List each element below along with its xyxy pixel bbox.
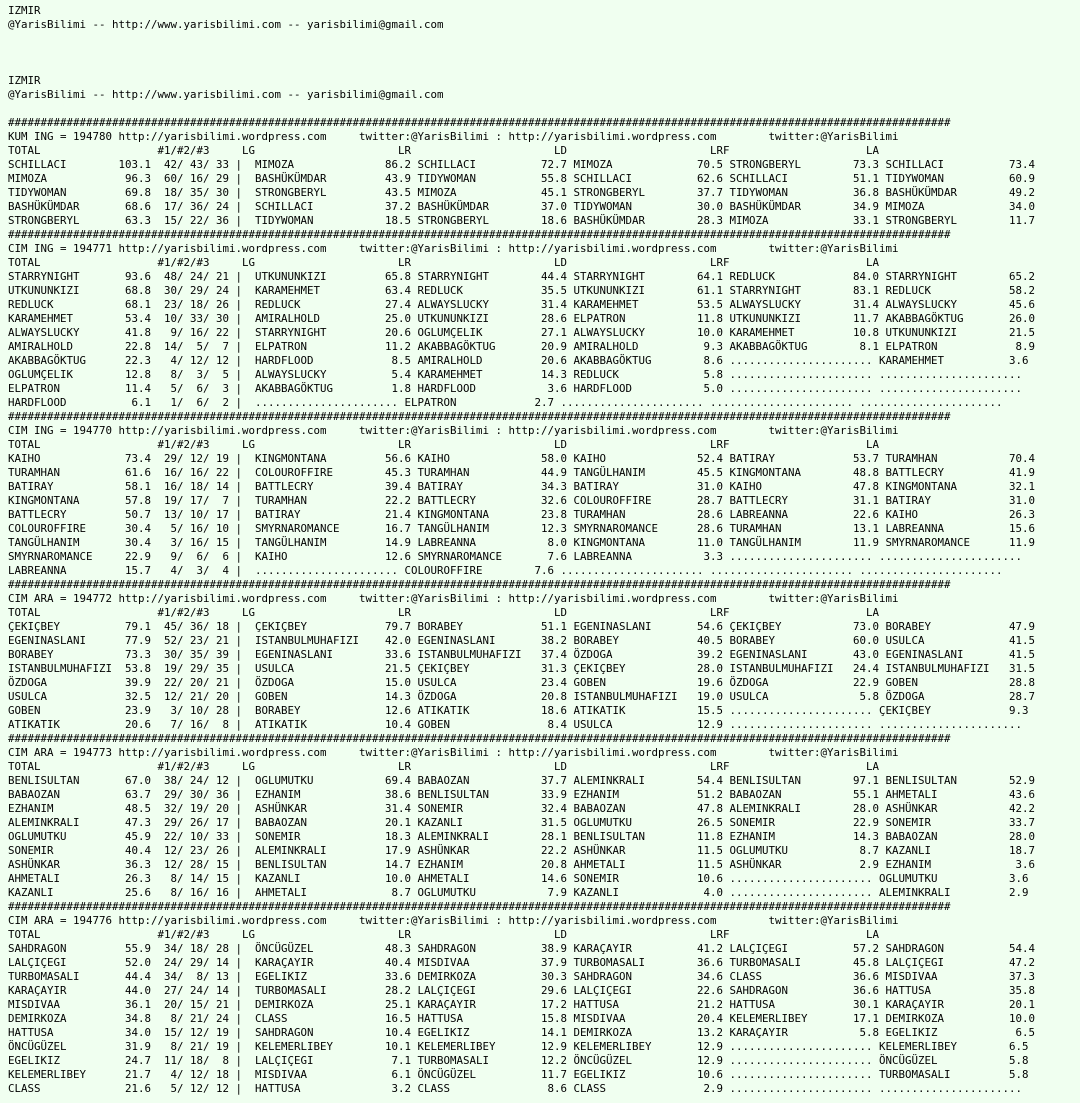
separator-line: ################################################################################################################################################# (8, 228, 951, 241)
table-row: OGLUMÇELIK 12.8 8/ 3/ 5 | ALWAYSLUCKY 5.4 KARAMEHMET 14.3 REDLUCK 5.8 ...................... ...................... (8, 368, 1023, 381)
table-row: AMIRALHOLD 22.8 14/ 5/ 7 | ELPATRON 11.2 AKABBAGÖKTUG 20.9 AMIRALHOLD 9.3 AKABBAGÖKTUG 8.1 ELPATRON 8.9 (8, 340, 1036, 353)
table-row: BABAOZAN 63.7 29/ 30/ 36 | EZHANIM 38.6 BENLISULTAN 33.9 EZHANIM 51.2 BABAOZAN 55.1 AHMETALI 43.6 (8, 788, 1036, 801)
table-row: STRONGBERYL 63.3 15/ 22/ 36 | TIDYWOMAN 18.5 STRONGBERYL 18.6 BASHÜKÜMDAR 28.3 MIMOZA 33.1 STRONGBERYL 11.7 (8, 214, 1036, 227)
table-row: DEMIRKOZA 34.8 8/ 21/ 24 | CLASS 16.5 HATTUSA 15.8 MISDIVAA 20.4 KELEMERLIBEY 17.1 DEMIRKOZA 10.0 (8, 1012, 1036, 1025)
table-row: COLOUROFFIRE 30.4 5/ 16/ 10 | SMYRNAROMANCE 16.7 TANGÜLHANIM 12.3 SMYRNAROMANCE 28.6 TURAMHAN 13.1 LABREANNA 15.6 (8, 522, 1036, 535)
spacer (8, 102, 1078, 116)
table-row: ALWAYSLUCKY 41.8 9/ 16/ 22 | STARRYNIGHT 20.6 OGLUMÇELIK 27.1 ALWAYSLUCKY 10.0 KARAMEHMET 10.8 UTKUNUNKIZI 21.5 (8, 326, 1036, 339)
table-row: SCHILLACI 103.1 42/ 43/ 33 | MIMOZA 86.2 SCHILLACI 72.7 MIMOZA 70.5 STRONGBERYL 73.3 SCHILLACI 73.4 (8, 158, 1036, 171)
table-row: ÖZDOGA 39.9 22/ 20/ 21 | ÖZDOGA 15.0 USULCA 23.4 GOBEN 19.6 ÖZDOGA 22.9 GOBEN 28.8 (8, 676, 1036, 689)
race-section (8, 578, 1078, 732)
header-contact: @YarisBilimi -- http://www.yarisbilimi.com -- yarisbilimi@gmail.com (8, 18, 444, 31)
race-section (8, 732, 1078, 900)
header-city-repeat: IZMIR (8, 74, 41, 87)
table-row: REDLUCK 68.1 23/ 18/ 26 | REDLUCK 27.4 ALWAYSLUCKY 31.4 KARAMEHMET 53.5 ALWAYSLUCKY 31.4 ALWAYSLUCKY 45.6 (8, 298, 1036, 311)
table-row: AKABBAGÖKTUG 22.3 4/ 12/ 12 | HARDFLOOD 8.5 AMIRALHOLD 20.6 AKABBAGÖKTUG 8.6 ...................... KARAMEHMET 3.6 (8, 354, 1029, 367)
table-row: OGLUMUTKU 45.9 22/ 10/ 33 | SONEMIR 18.3 ALEMINKRALI 28.1 BENLISULTAN 11.8 EZHANIM 14.3 BABAOZAN 28.0 (8, 830, 1036, 843)
table-header-row: TOTAL #1/#2/#3 LG LR LD LRF LA (8, 144, 880, 157)
header-contact-repeat: @YarisBilimi -- http://www.yarisbilimi.com -- yarisbilimi@gmail.com (8, 88, 444, 101)
table-row: MIMOZA 96.3 60/ 16/ 29 | BASHÜKÜMDAR 43.9 TIDYWOMAN 55.8 SCHILLACI 62.6 SCHILLACI 51.1 TIDYWOMAN 60.9 (8, 172, 1036, 185)
race-title: CIM ARA = 194772 http://yarisbilimi.wordpress.com twitter:@YarisBilimi : http://yarisbilimi.wordpress.com twitter:@YarisBilimi (8, 592, 899, 605)
table-header-row: TOTAL #1/#2/#3 LG LR LD LRF LA (8, 256, 880, 269)
table-header-row: TOTAL #1/#2/#3 LG LR LD LRF LA (8, 928, 880, 941)
table-row: EZHANIM 48.5 32/ 19/ 20 | ASHÜNKAR 31.4 SONEMIR 32.4 BABAOZAN 47.8 ALEMINKRALI 28.0 ASHÜNKAR 42.2 (8, 802, 1036, 815)
race-sections (8, 116, 1078, 1096)
table-row: KAIHO 73.4 29/ 12/ 19 | KINGMONTANA 56.6 KAIHO 58.0 KAIHO 52.4 BATIRAY 53.7 TURAMHAN 70.4 (8, 452, 1036, 465)
table-row: EGENINASLANI 77.9 52/ 23/ 21 | ISTANBULMUHAFIZI 42.0 EGENINASLANI 38.2 BORABEY 40.5 BORABEY 60.0 USULCA 41.5 (8, 634, 1036, 647)
separator-line: ################################################################################################################################################# (8, 116, 951, 129)
race-title: CIM ARA = 194773 http://yarisbilimi.wordpress.com twitter:@YarisBilimi : http://yarisbilimi.wordpress.com twitter:@YarisBilimi (8, 746, 899, 759)
table-row: EGELIKIZ 24.7 11/ 18/ 8 | LALÇIÇEGI 7.1 TURBOMASALI 12.2 ÖNCÜGÜZEL 12.9 ...................... ÖNCÜGÜZEL 5.8 (8, 1054, 1029, 1067)
table-header-row: TOTAL #1/#2/#3 LG LR LD LRF LA (8, 760, 880, 773)
table-row: BATTLECRY 50.7 13/ 10/ 17 | BATIRAY 21.4 KINGMONTANA 23.8 TURAMHAN 28.6 LABREANNA 22.6 KAIHO 26.3 (8, 508, 1036, 521)
document (8, 4, 1078, 1096)
table-row: HARDFLOOD 6.1 1/ 6/ 2 | ...................... ELPATRON 2.7 ...................... ...................... ...................... (8, 396, 1003, 409)
table-row: SAHDRAGON 55.9 34/ 18/ 28 | ÖNCÜGÜZEL 48.3 SAHDRAGON 38.9 KARAÇAYIR 41.2 LALÇIÇEGI 57.2 SAHDRAGON 54.4 (8, 942, 1036, 955)
table-row: BORABEY 73.3 30/ 35/ 39 | EGENINASLANI 33.6 ISTANBULMUHAFIZI 37.4 ÖZDOGA 39.2 EGENINASLANI 43.0 EGENINASLANI 41.5 (8, 648, 1036, 661)
table-row: CLASS 21.6 5/ 12/ 12 | HATTUSA 3.2 CLASS 8.6 CLASS 2.9 ...................... ...................... (8, 1082, 1023, 1095)
race-title: CIM ING = 194770 http://yarisbilimi.wordpress.com twitter:@YarisBilimi : http://yarisbilimi.wordpress.com twitter:@YarisBilimi (8, 424, 899, 437)
race-section (8, 116, 1078, 228)
table-header-row: TOTAL #1/#2/#3 LG LR LD LRF LA (8, 438, 880, 451)
table-row: LABREANNA 15.7 4/ 3/ 4 | ...................... COLOUROFFIRE 7.6 ...................... ...................... ...................... (8, 564, 1003, 577)
separator-line: ################################################################################################################################################# (8, 578, 951, 591)
race-section (8, 900, 1078, 1096)
separator-line: ################################################################################################################################################# (8, 900, 951, 913)
table-row: ISTANBULMUHAFIZI 53.8 19/ 29/ 35 | USULCA 21.5 ÇEKIÇBEY 31.3 ÇEKIÇBEY 28.0 ISTANBULMUHAFIZI 24.4 ISTANBULMUHAFIZI 31.5 (8, 662, 1036, 675)
table-row: USULCA 32.5 12/ 21/ 20 | GOBEN 14.3 ÖZDOGA 20.8 ISTANBULMUHAFIZI 19.0 USULCA 5.8 ÖZDOGA 28.7 (8, 690, 1036, 703)
race-title: CIM ING = 194771 http://yarisbilimi.wordpress.com twitter:@YarisBilimi : http://yarisbilimi.wordpress.com twitter:@YarisBilimi (8, 242, 899, 255)
table-row: SMYRNAROMANCE 22.9 9/ 6/ 6 | KAIHO 12.6 SMYRNAROMANCE 7.6 LABREANNA 3.3 ...................... ...................... (8, 550, 1023, 563)
spacer (8, 32, 1078, 46)
table-row: KAZANLI 25.6 8/ 16/ 16 | AHMETALI 8.7 OGLUMUTKU 7.9 KAZANLI 4.0 ...................... ALEMINKRALI 2.9 (8, 886, 1029, 899)
race-title: KUM ING = 194780 http://yarisbilimi.wordpress.com twitter:@YarisBilimi : http://yarisbilimi.wordpress.com twitter:@YarisBilimi (8, 130, 899, 143)
table-row: BATIRAY 58.1 16/ 18/ 14 | BATTLECRY 39.4 BATIRAY 34.3 BATIRAY 31.0 KAIHO 47.8 KINGMONTANA 32.1 (8, 480, 1036, 493)
table-row: ALEMINKRALI 47.3 29/ 26/ 17 | BABAOZAN 20.1 KAZANLI 31.5 OGLUMUTKU 26.5 SONEMIR 22.9 SONEMIR 33.7 (8, 816, 1036, 829)
table-row: BENLISULTAN 67.0 38/ 24/ 12 | OGLUMUTKU 69.4 BABAOZAN 37.7 ALEMINKRALI 54.4 BENLISULTAN 97.1 BENLISULTAN 52.9 (8, 774, 1036, 787)
table-row: ELPATRON 11.4 5/ 6/ 3 | AKABBAGÖKTUG 1.8 HARDFLOOD 3.6 HARDFLOOD 5.0 ...................... ...................... (8, 382, 1023, 395)
spacer (8, 46, 1078, 60)
table-row: TURAMHAN 61.6 16/ 16/ 22 | COLOUROFFIRE 45.3 TURAMHAN 44.9 TANGÜLHANIM 45.5 KINGMONTANA 48.8 BATTLECRY 41.9 (8, 466, 1036, 479)
table-row: LALÇIÇEGI 52.0 24/ 29/ 14 | KARAÇAYIR 40.4 MISDIVAA 37.9 TURBOMASALI 36.6 TURBOMASALI 45.8 LALÇIÇEGI 47.2 (8, 956, 1036, 969)
race-section (8, 410, 1078, 578)
table-header-row: TOTAL #1/#2/#3 LG LR LD LRF LA (8, 606, 880, 619)
table-row: SONEMIR 40.4 12/ 23/ 26 | ALEMINKRALI 17.9 ASHÜNKAR 22.2 ASHÜNKAR 11.5 OGLUMUTKU 8.7 KAZANLI 18.7 (8, 844, 1036, 857)
table-row: TANGÜLHANIM 30.4 3/ 16/ 15 | TANGÜLHANIM 14.9 LABREANNA 8.0 KINGMONTANA 11.0 TANGÜLHANIM 11.9 SMYRNAROMANCE 11.9 (8, 536, 1036, 549)
table-row: ÇEKIÇBEY 79.1 45/ 36/ 18 | ÇEKIÇBEY 79.7 BORABEY 51.1 EGENINASLANI 54.6 ÇEKIÇBEY 73.0 BORABEY 47.9 (8, 620, 1036, 633)
table-row: TIDYWOMAN 69.8 18/ 35/ 30 | STRONGBERYL 43.5 MIMOZA 45.1 STRONGBERYL 37.7 TIDYWOMAN 36.8 BASHÜKÜMDAR 49.2 (8, 186, 1036, 199)
header-city: IZMIR (8, 4, 41, 17)
table-row: KARAMEHMET 53.4 10/ 33/ 30 | AMIRALHOLD 25.0 UTKUNUNKIZI 28.6 ELPATRON 11.8 UTKUNUNKIZI 11.7 AKABBAGÖKTUG 26.0 (8, 312, 1036, 325)
separator-line: ################################################################################################################################################# (8, 732, 951, 745)
spacer (8, 60, 1078, 74)
race-title: CIM ARA = 194776 http://yarisbilimi.wordpress.com twitter:@YarisBilimi : http://yarisbilimi.wordpress.com twitter:@YarisBilimi (8, 914, 899, 927)
table-row: KARAÇAYIR 44.0 27/ 24/ 14 | TURBOMASALI 28.2 LALÇIÇEGI 29.6 LALÇIÇEGI 22.6 SAHDRAGON 36.6 HATTUSA 35.8 (8, 984, 1036, 997)
table-row: KELEMERLIBEY 21.7 4/ 12/ 18 | MISDIVAA 6.1 ÖNCÜGÜZEL 11.7 EGELIKIZ 10.6 ...................... TURBOMASALI 5.8 (8, 1068, 1029, 1081)
table-row: AHMETALI 26.3 8/ 14/ 15 | KAZANLI 10.0 AHMETALI 14.6 SONEMIR 10.6 ...................... OGLUMUTKU 3.6 (8, 872, 1029, 885)
table-row: ATIKATIK 20.6 7/ 16/ 8 | ATIKATIK 10.4 GOBEN 8.4 USULCA 12.9 ...................... ...................... (8, 718, 1023, 731)
table-row: MISDIVAA 36.1 20/ 15/ 21 | DEMIRKOZA 25.1 KARAÇAYIR 17.2 HATTUSA 21.2 HATTUSA 30.1 KARAÇAYIR 20.1 (8, 998, 1036, 1011)
table-row: GOBEN 23.9 3/ 10/ 28 | BORABEY 12.6 ATIKATIK 18.6 ATIKATIK 15.5 ...................... ÇEKIÇBEY 9.3 (8, 704, 1029, 717)
table-row: KINGMONTANA 57.8 19/ 17/ 7 | TURAMHAN 22.2 BATTLECRY 32.6 COLOUROFFIRE 28.7 BATTLECRY 31.1 BATIRAY 31.0 (8, 494, 1036, 507)
table-row: BASHÜKÜMDAR 68.6 17/ 36/ 24 | SCHILLACI 37.2 BASHÜKÜMDAR 37.0 TIDYWOMAN 30.0 BASHÜKÜMDAR 34.9 MIMOZA 34.0 (8, 200, 1036, 213)
table-row: HATTUSA 34.0 15/ 12/ 19 | SAHDRAGON 10.4 EGELIKIZ 14.1 DEMIRKOZA 13.2 KARAÇAYIR 5.8 EGELIKIZ 6.5 (8, 1026, 1036, 1039)
table-row: TURBOMASALI 44.4 34/ 8/ 13 | EGELIKIZ 33.6 DEMIRKOZA 30.3 SAHDRAGON 34.6 CLASS 36.6 MISDIVAA 37.3 (8, 970, 1036, 983)
table-row: ASHÜNKAR 36.3 12/ 28/ 15 | BENLISULTAN 14.7 EZHANIM 20.8 AHMETALI 11.5 ASHÜNKAR 2.9 EZHANIM 3.6 (8, 858, 1036, 871)
separator-line: ################################################################################################################################################# (8, 410, 951, 423)
table-row: STARRYNIGHT 93.6 48/ 24/ 21 | UTKUNUNKIZI 65.8 STARRYNIGHT 44.4 STARRYNIGHT 64.1 REDLUCK 84.0 STARRYNIGHT 65.2 (8, 270, 1036, 283)
race-section (8, 228, 1078, 410)
table-row: ÖNCÜGÜZEL 31.9 8/ 21/ 19 | KELEMERLIBEY 10.1 KELEMERLIBEY 12.9 KELEMERLIBEY 12.9 ...................... KELEMERLIBEY 6.5 (8, 1040, 1029, 1053)
table-row: UTKUNUNKIZI 68.8 30/ 29/ 24 | KARAMEHMET 63.4 REDLUCK 35.5 UTKUNUNKIZI 61.1 STARRYNIGHT 83.1 REDLUCK 58.2 (8, 284, 1036, 297)
